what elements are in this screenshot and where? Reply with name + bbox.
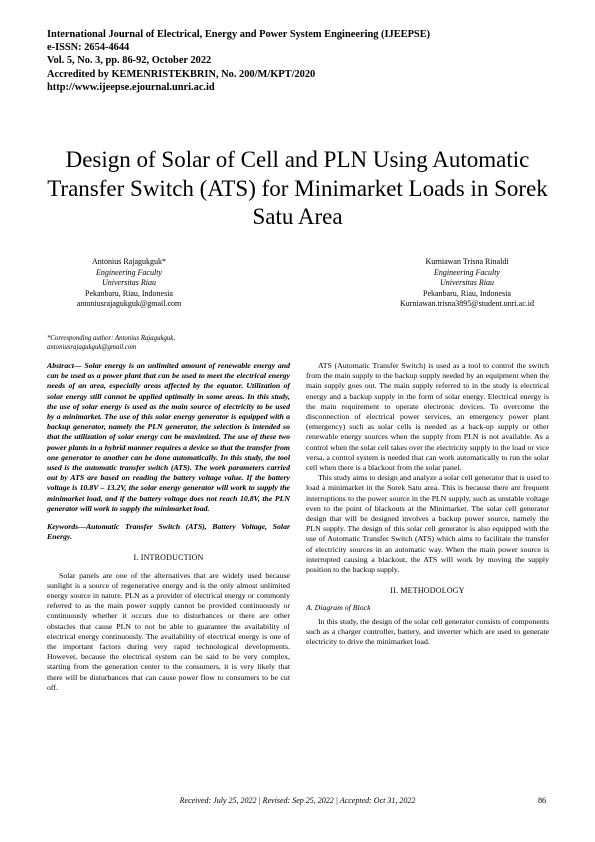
author-name: Antonius Rajagukguk* (92, 257, 166, 266)
author-email[interactable]: antoniusrajagukguk@gmail.com (76, 299, 182, 309)
author-university: Universitas Riau (440, 278, 494, 288)
paragraph: In this study, the design of the solar cell generator consists of components such as a charger controller, battery, and inverter which are used to generate electricity to drive the minimarket load. (306, 616, 549, 647)
paragraph: Solar panels are one of the alternatives that are widely used because sunlight is a source of regenerative energy and is the only almost unlimited energy source in nature. PLN as a provider of electrical energy or commonly referred to as the main power supply cannot be provided continuously or continuously whether it occurs due to disturbances or there are other obstacles that cause PLN to not be able to guarantee the availability of electrical energy continuously. The availability of electrical energy is one of the important factors during very rapid technological developments. However, because the electrical system can be said to be very complex, starting from the generation center to the consumers, it is very likely that there will be disturbances that can cause power flow to consumers to be cut off. (47, 570, 290, 692)
section-heading-methodology: II. METHODOLOGY (390, 586, 465, 596)
right-column (306, 361, 549, 647)
paper-title: Design of Solar of Cell and PLN Using Automatic Transfer Switch (ATS) for Minimarket Loads in Sorek Satu Area (47, 147, 548, 229)
corresponding-line: *Corresponding author: Antonius Rajagukguk, (47, 335, 176, 342)
author-block-2 (385, 257, 549, 310)
submission-dates: Received: July 25, 2022 | Revised: Sep 25, 2022 | Accepted: Oct 31, 2022 (179, 796, 416, 805)
author-email[interactable]: Kurniawan.trisna3895@student.unri.ac.id (399, 299, 534, 309)
author-city: Pekanbaru, Riau, Indonesia (85, 288, 173, 298)
paragraph: This study aims to design and analyze a solar cell generator that is used to load a minimarket in the Sorek Satu area. This is because there are frequent interruptions to the power source in the PLN supply, such as unstable voltage even to the point of blackouts at the Minimarket. The solar cell generator design that will be designed involves a backup power source, namely the PLN supply. The design of this solar cell generator is also equipped with the use of Automatic Transfer Switch (ATS) which aims to facilitate the transfer of electricity sources in an automatic way. When the main power source is interrupted causing a blackout, the ATS will work by moving the supply position to the backup supply. (306, 473, 549, 575)
author-university: Universitas Riau (102, 278, 156, 288)
author-faculty: Engineering Faculty (96, 267, 162, 277)
paragraph: ATS (Automatic Transfer Switch) is used as a tool to control the switch from the main supply to the backup supply needed by an equipment when the main supply goes out. The main supply referred to in the study is electrical energy and a backup supply in the form of solar energy. Electrical energy is the main requirement to operate electronic devices. To overcome the disconnection of electrical power services, an emergency power plant (emergency) such as solar cells is needed as a back-up supply or other renewable energy sources when the supply from PLN is not available. As a control when the solar cell takes over the electricity supply to the load or vice versa, a control system is needed that can work automatically to run the solar cell when there is a blackout from the solar panel. (306, 361, 549, 473)
journal-header (47, 28, 547, 94)
abstract: Abstract— Solar energy is an unlimited amount of renewable energy and can be used as a power plant that can be used to meet the electrical energy needs of an area, especially areas affected by the equator. Utilization of solar energy still cannot be applied optimally in some areas. In this study, the use of solar energy is used as the main source of electricity to be used by a minimarket. The use of this solar energy generator is equipped with a backup generator, namely the PLN generator, the selection is intended so that the utilization of solar energy can be maximized. The use of these two power plants in a hybrid manner requires a device so that the transfer from one generator to another can be done automatically. In this study, the tool used is the automatic transfer switch (ATS). The work parameters carried out by ATS are based on reading the battery voltage value. If the battery voltage is 10.8V – 13.2V, the solar energy generator will work to supply the minimarket load, and if the battery voltage does not reach 10.8V, the PLN generator will work to supply the minimarket load. (47, 361, 290, 513)
page-number: 86 (538, 796, 546, 805)
left-column (47, 361, 290, 693)
journal-name: International Journal of Electrical, Energy and Power System Engineering (IJEEPSE) (47, 29, 431, 40)
journal-url[interactable]: http://www.ijeepse.ejournal.unri.ac.id (47, 81, 215, 93)
author-faculty: Engineering Faculty (434, 267, 500, 277)
author-name: Kurniawan Trisna Rinaldi (425, 257, 509, 266)
author-city: Pekanbaru, Riau, Indonesia (423, 288, 511, 298)
journal-volume: Vol. 5, No. 3, pp. 86-92, October 2022 (47, 55, 212, 67)
corresponding-author (47, 335, 297, 353)
journal-accreditation: Accredited by KEMENRISTEKBRIN, No. 200/M/KPT/2020 (47, 68, 316, 80)
journal-eissn: e-ISSN: 2654-4644 (47, 42, 130, 54)
keywords: Keywords—Automatic Transfer Switch (ATS), Battery Voltage, Solar Energy. (47, 522, 290, 542)
subsection-heading: A. Diagram of Block (306, 603, 371, 613)
author-block-1 (47, 257, 211, 310)
section-heading-introduction: I. INTRODUCTION (133, 553, 204, 563)
corresponding-email[interactable]: antoniusrajagukguk@gmail.com (47, 343, 137, 351)
